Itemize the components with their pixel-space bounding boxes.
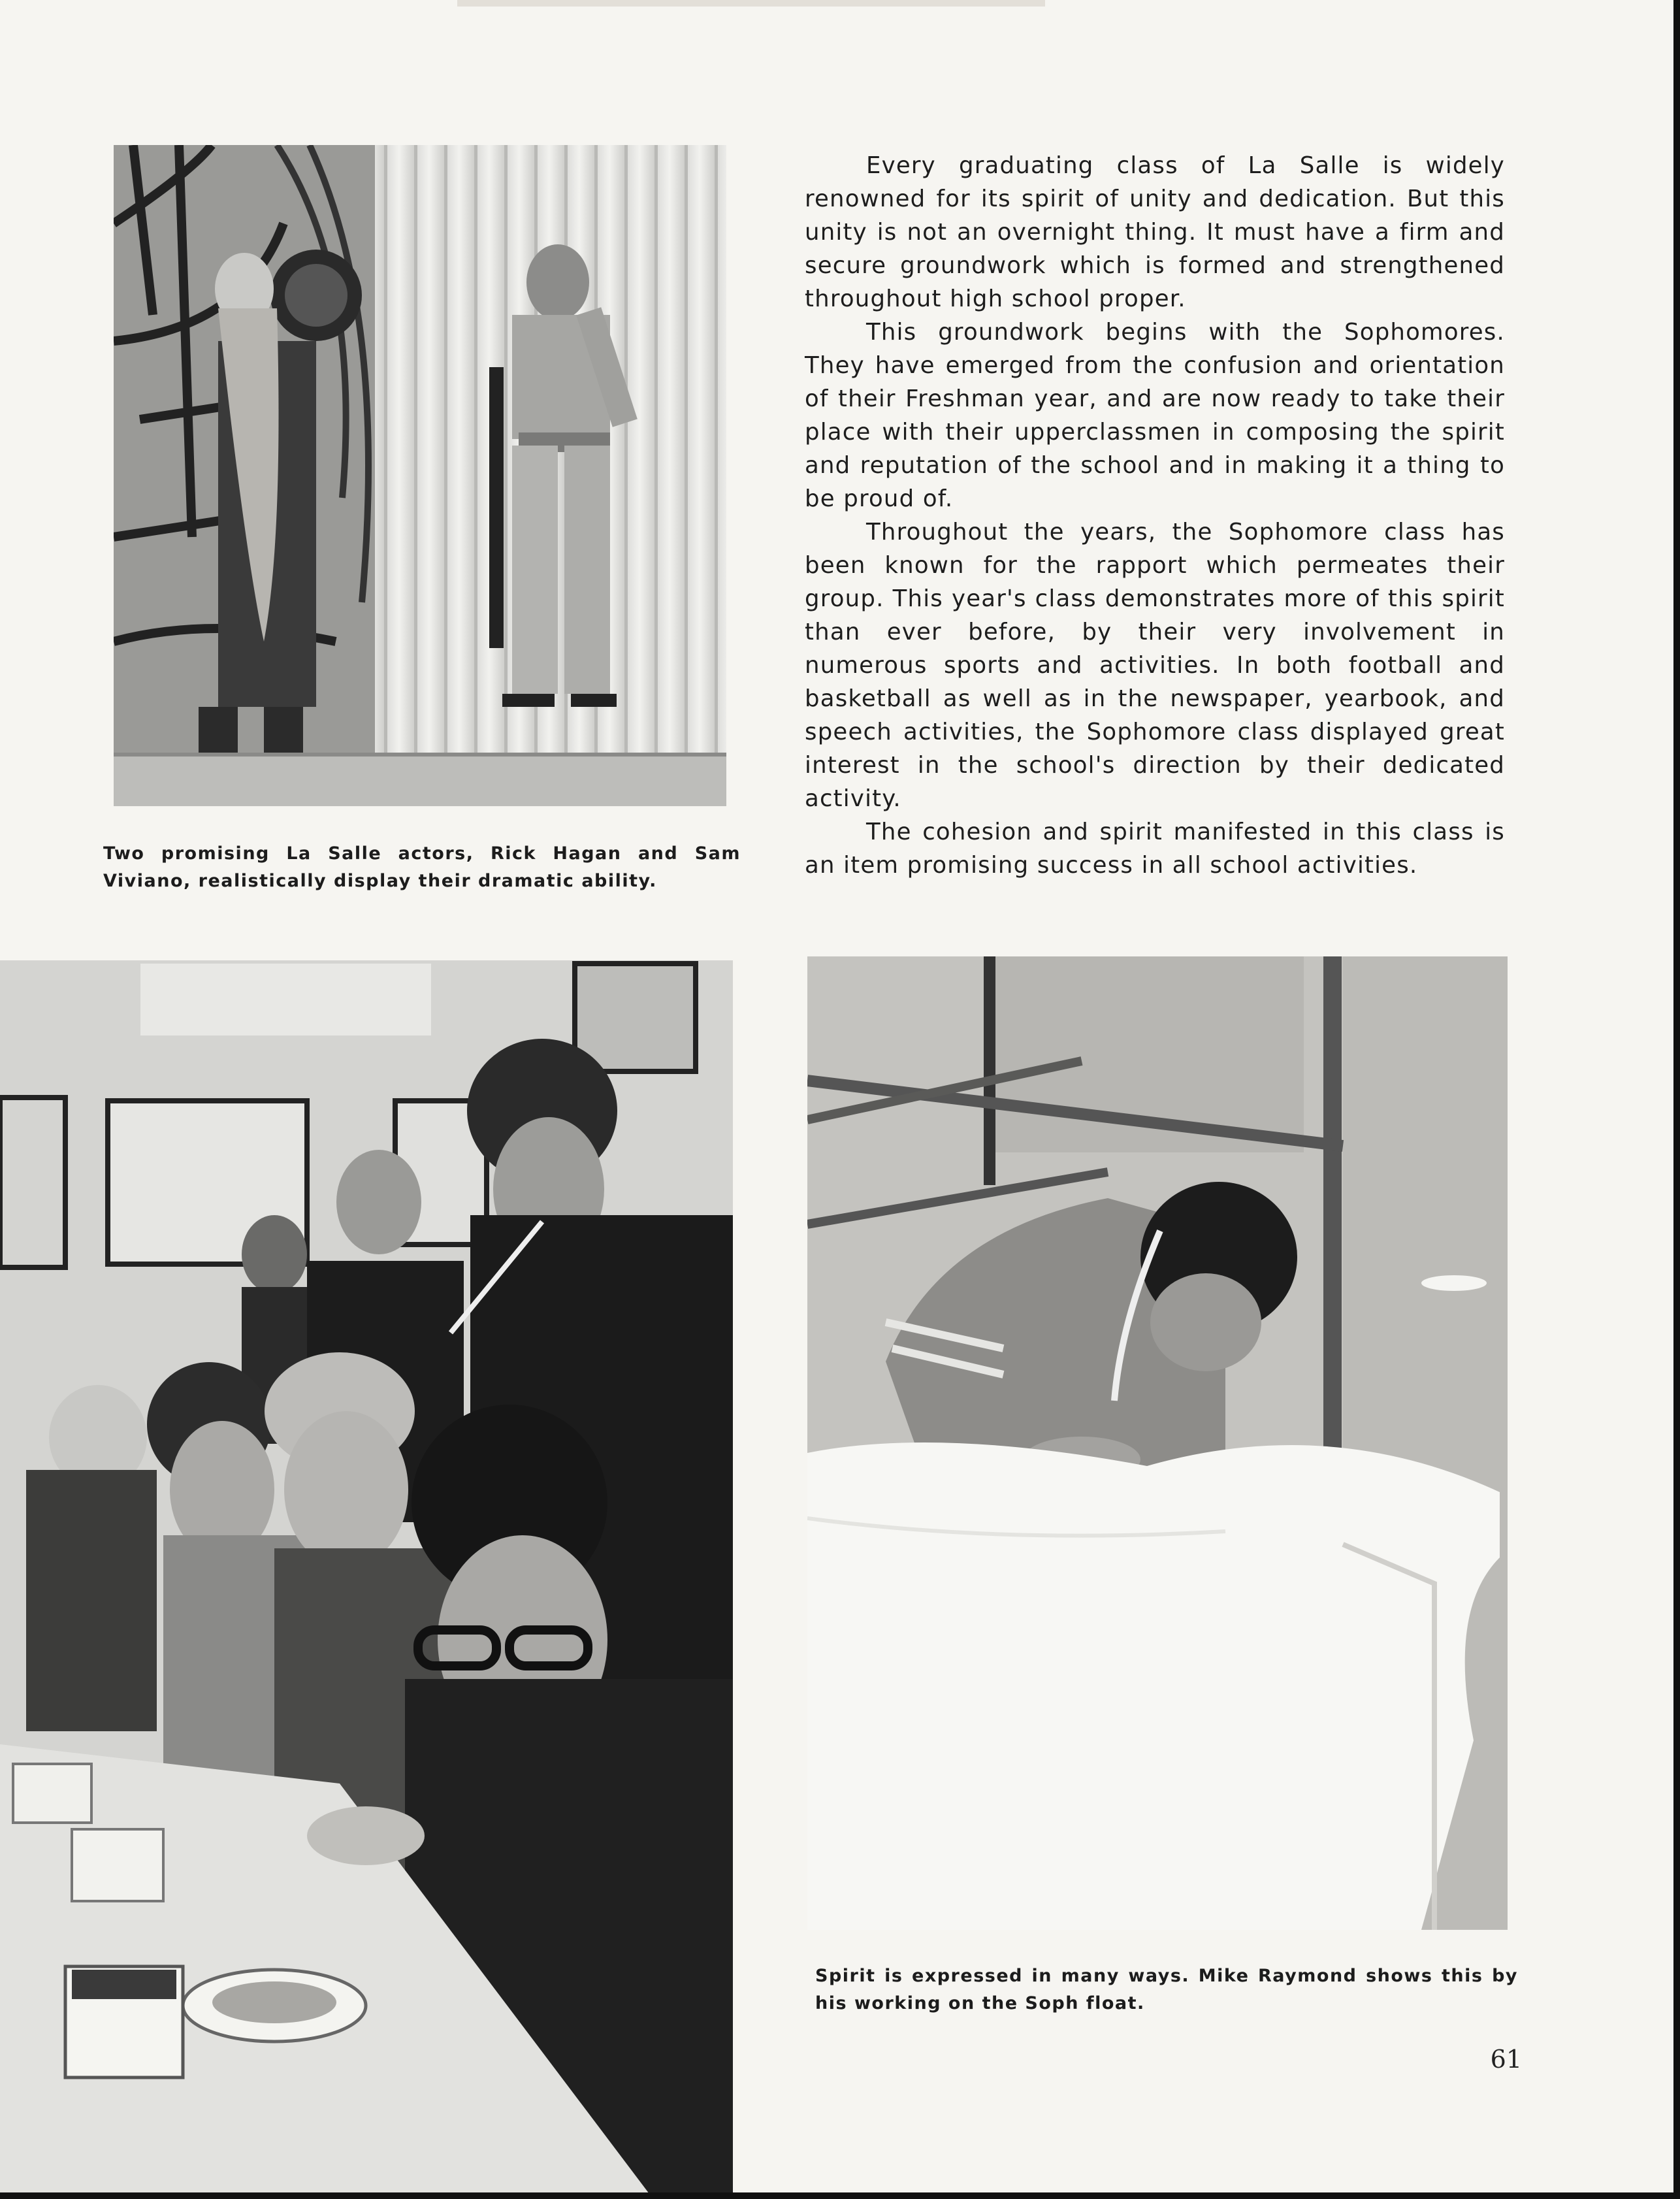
caption-text: Spirit is expressed in many ways. Mike Raymond shows this by his working on the Soph float.	[815, 1966, 1518, 2013]
caption-stage-actors	[103, 840, 741, 895]
caption-soph-float	[815, 1963, 1518, 2017]
page-number: 61	[1490, 2045, 1522, 2074]
article-body	[805, 149, 1505, 882]
article-paragraph: Every graduating class of La Salle is widely renowned for its spirit of unity and dedication. But this unity is not an overnight thing. It must have a firm and secure groundwork which is formed and strengthened throughout high school proper.	[805, 152, 1505, 312]
page-top-edge	[457, 0, 1045, 7]
article-paragraph: Throughout the years, the Sophomore class has been known for the rapport which permeates their group. This year's class demonstrates more of this spirit than ever before, by their very involvement in numerous sports and activities. In both football and basketball as well as in the newspaper, yearbook, and speech activities, the Sophomore class displayed great interest in the school's direction by their dedicated activity.	[805, 519, 1505, 812]
article-paragraph: This groundwork begins with the Sophomores. They have emerged from the confusion and orientation of their Freshman year, and are now ready to take their place with their upperclassmen in composing the spirit and reputation of the school and in making it a thing to be proud of.	[805, 319, 1505, 512]
caption-text: Two promising La Salle actors, Rick Hagan and Sam Viviano, realistically display their dramatic ability.	[103, 843, 741, 891]
photo-soph-float	[807, 956, 1508, 1930]
article-paragraph: The cohesion and spirit manifested in this class is an item promising success in all school activities.	[805, 819, 1505, 879]
photo-stage-actors	[114, 145, 726, 806]
photo-lunchroom-students	[0, 960, 733, 2199]
